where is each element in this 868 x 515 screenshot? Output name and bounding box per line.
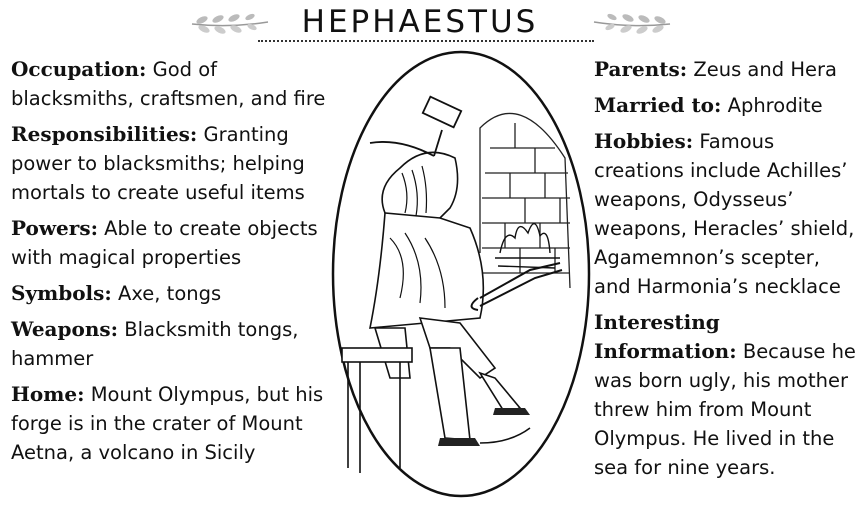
fact-value: Mount Olympus, but his forge is in the crater of Mount Aetna, a volcano in Sicily [11,383,324,464]
fact-label: Home: [11,382,85,406]
fact-responsibilities [11,120,329,207]
fact-label: Powers: [11,216,98,240]
fact-value: God of blacksmiths, craftsmen, and fire [11,58,326,110]
fact-powers [11,214,329,272]
page-title: HEPHAESTUS [301,4,539,40]
laurel-right-icon [592,8,672,36]
fact-label: Parents: [594,57,688,81]
fact-weapons [11,315,329,373]
fact-label: Occupation: [11,57,147,81]
fact-label: Responsibilities: [11,122,198,146]
fact-value: Blacksmith tongs, hammer [11,318,299,370]
title-divider [258,40,594,42]
laurel-left-icon [190,8,270,36]
fact-hobbies [594,127,860,301]
right-column [594,55,860,489]
header [0,0,868,50]
fact-interesting-information [594,308,860,482]
fact-label: Hobbies: [594,129,694,153]
fact-label: Interesting Information: [594,310,737,363]
fact-home [11,380,329,467]
hephaestus-illustration [330,48,592,500]
fact-parents [594,55,860,84]
fact-value: Axe, tongs [118,282,222,305]
fact-symbols [11,279,329,308]
fact-value: Aphrodite [727,94,823,117]
fact-value: Granting power to blacksmiths; helping mortals to create useful items [11,123,305,204]
fact-label: Married to: [594,93,722,117]
fact-occupation [11,55,329,113]
fact-value: Able to create objects with magical properties [11,217,318,269]
fact-value: Zeus and Hera [693,58,837,81]
fact-label: Symbols: [11,281,112,305]
left-column [11,55,329,474]
fact-label: Weapons: [11,317,119,341]
fact-value: Famous creations include Achilles’ weapons, Odysseus’ weapons, Heracles’ shield, Agamemnon’s scepter, and Harmonia’s necklace [594,130,855,298]
fact-value: Because he was born ugly, his mother threw him from Mount Olympus. He lived in the sea for nine years. [594,340,856,479]
fact-married-to [594,91,860,120]
